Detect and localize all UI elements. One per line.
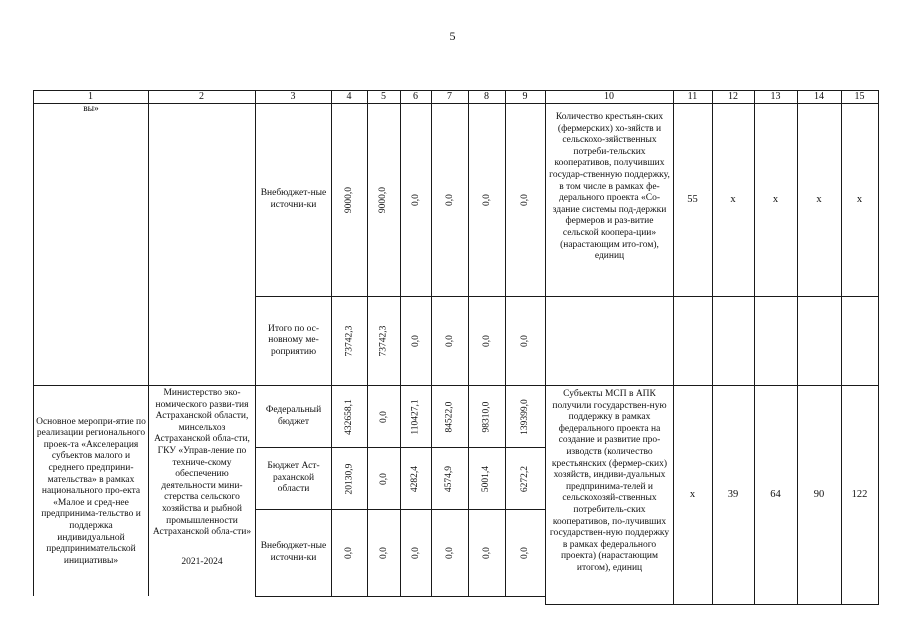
block2-r1-v4: 432658,1 bbox=[344, 398, 354, 435]
block1-indicator: Количество крестьян-ских (фермерских) хо-зяйств и сельскохо-зяйственных потреби-тельских кооперативов, получивших государ-ственную поддержку, в том числе в рамках фе-дерального проекта «Со-здание системы под-держки фермеров и раз-витие сельской коопера-ции» (нарастающим ито-гом), единиц bbox=[549, 112, 670, 262]
block2-c12: 39 bbox=[727, 489, 739, 501]
block2-r2-v7: 4574,9 bbox=[444, 465, 455, 492]
block2-c15: 122 bbox=[851, 489, 868, 501]
block1-b-v7: 0,0 bbox=[444, 335, 455, 347]
block2-r3-v7: 0,0 bbox=[444, 547, 455, 559]
header-col-11: 11 bbox=[687, 91, 698, 102]
block2-r2-v4: 20130,9 bbox=[344, 463, 354, 494]
block2-r3-v4: 0,0 bbox=[344, 547, 354, 559]
block2-indicator: Субъекты МСП в АПК получили государствен-ную поддержку в рамках федерального проекта на создание и развитие про-изводств (количество крестьянских (фермер-ских) хозяйств, индиви-дуальных предпринима-телей и сельскохозяй-ственных потребитель-ских кооперативов, по-лучивших государствен-ную поддержку в рамках федерального проекта) (нарастающим итогом), единиц bbox=[549, 389, 670, 573]
header-col-1: 1 bbox=[88, 91, 93, 102]
block2-r1-v5: 0,0 bbox=[378, 410, 389, 423]
block2-r2-v6: 4282,4 bbox=[410, 465, 421, 492]
header-col-5: 5 bbox=[381, 91, 386, 102]
header-col-2: 2 bbox=[199, 91, 204, 102]
block2-r2-v9: 6272,2 bbox=[520, 465, 530, 492]
block1-b-v6: 0,0 bbox=[410, 335, 421, 347]
block2-r3-v6: 0,0 bbox=[410, 547, 421, 559]
block1-b-v9: 0,0 bbox=[520, 335, 530, 347]
block2-source-3: Внебюджет-ные источни-ки bbox=[260, 541, 327, 563]
header-col-14: 14 bbox=[814, 91, 824, 102]
block2-c11: x bbox=[689, 489, 696, 501]
block2-source-1: Федеральный бюджет bbox=[265, 404, 322, 427]
block2-r3-v5: 0,0 bbox=[378, 547, 389, 559]
block2-c14: 90 bbox=[813, 489, 825, 501]
rule-v2 bbox=[255, 90, 256, 596]
block2-source-2: Бюджет Аст-раханской области bbox=[267, 461, 320, 495]
header-col-15: 15 bbox=[854, 91, 865, 102]
block1-col1-text: вы» bbox=[83, 104, 99, 114]
block1-a-v7: 0,0 bbox=[444, 194, 455, 206]
block2-event: Основное меропри-ятие по реализации регионального проек-та «Акселерация субъектов малого и среднего предприни-мательства» в рамках национального про-екта «Малое и сред-нее предпринима-тельство и поддержка индивидуальной предпринимательской инициативы» bbox=[36, 416, 146, 566]
block1-b-v5: 73742,3 bbox=[378, 325, 389, 357]
block1-a-v6: 0,0 bbox=[410, 194, 421, 206]
rule-v9 bbox=[545, 90, 546, 604]
block2-r1-v7: 84522,0 bbox=[444, 401, 455, 432]
block1-a-v5: 9000,0 bbox=[378, 186, 389, 214]
header-col-13: 13 bbox=[770, 91, 781, 102]
block2-r3-v8: 0,0 bbox=[481, 547, 492, 559]
block2-r1-v6: 110427,1 bbox=[410, 398, 421, 435]
block2-executor: Министерство эко-номического разви-тия Астраханской области, минсельхоз Астраханской обла-сти, ГКУ «Управ-ление по техниче-скому обеспечению деятельности мини-стерства сельского хозяйства и рыбной промышленности Астраханской обла-сти» bbox=[152, 388, 252, 538]
block1-a-v9: 0,0 bbox=[520, 194, 530, 206]
block2-r2-v8: 5001,4 bbox=[481, 465, 492, 492]
rule-v1 bbox=[148, 90, 149, 596]
block1-b-v8: 0,0 bbox=[481, 335, 492, 347]
block1-b-v4: 73742,3 bbox=[344, 325, 354, 357]
block1-c12: x bbox=[730, 194, 736, 206]
rule-bottom bbox=[255, 596, 545, 597]
header-col-4: 4 bbox=[346, 91, 352, 102]
block1-a-v8: 0,0 bbox=[481, 194, 492, 206]
header-col-6: 6 bbox=[413, 91, 418, 102]
block1-c15: x bbox=[856, 194, 863, 206]
block2-c13: 64 bbox=[770, 489, 781, 501]
block1-c14: x bbox=[816, 194, 822, 206]
block2-r2-v5: 0,0 bbox=[378, 472, 389, 485]
block2-period: 2021-2024 bbox=[181, 557, 223, 568]
header-col-7: 7 bbox=[447, 91, 452, 102]
block2-r1-v8: 98310,0 bbox=[481, 401, 492, 432]
block1-source-a: Внебюджет-ные источни-ки bbox=[260, 188, 327, 210]
rule-v15 bbox=[878, 90, 879, 604]
block1-c11: 55 bbox=[687, 194, 698, 206]
block2-r3-v9: 0,0 bbox=[520, 547, 530, 559]
block2-r1-v9: 139399,0 bbox=[520, 398, 530, 435]
block1-a-v4: 9000,0 bbox=[344, 186, 354, 214]
page-number: 5 bbox=[449, 29, 456, 43]
header-col-3: 3 bbox=[290, 91, 296, 102]
header-col-8: 8 bbox=[484, 91, 489, 102]
rule-bottom-right bbox=[545, 604, 879, 605]
rule-v0 bbox=[33, 90, 34, 596]
block1-source-b: Итого по ос-новному ме-роприятию bbox=[268, 323, 319, 357]
block1-c13: x bbox=[772, 194, 779, 206]
header-col-9: 9 bbox=[522, 91, 528, 102]
header-col-12: 12 bbox=[728, 91, 738, 102]
header-col-10: 10 bbox=[604, 91, 614, 102]
